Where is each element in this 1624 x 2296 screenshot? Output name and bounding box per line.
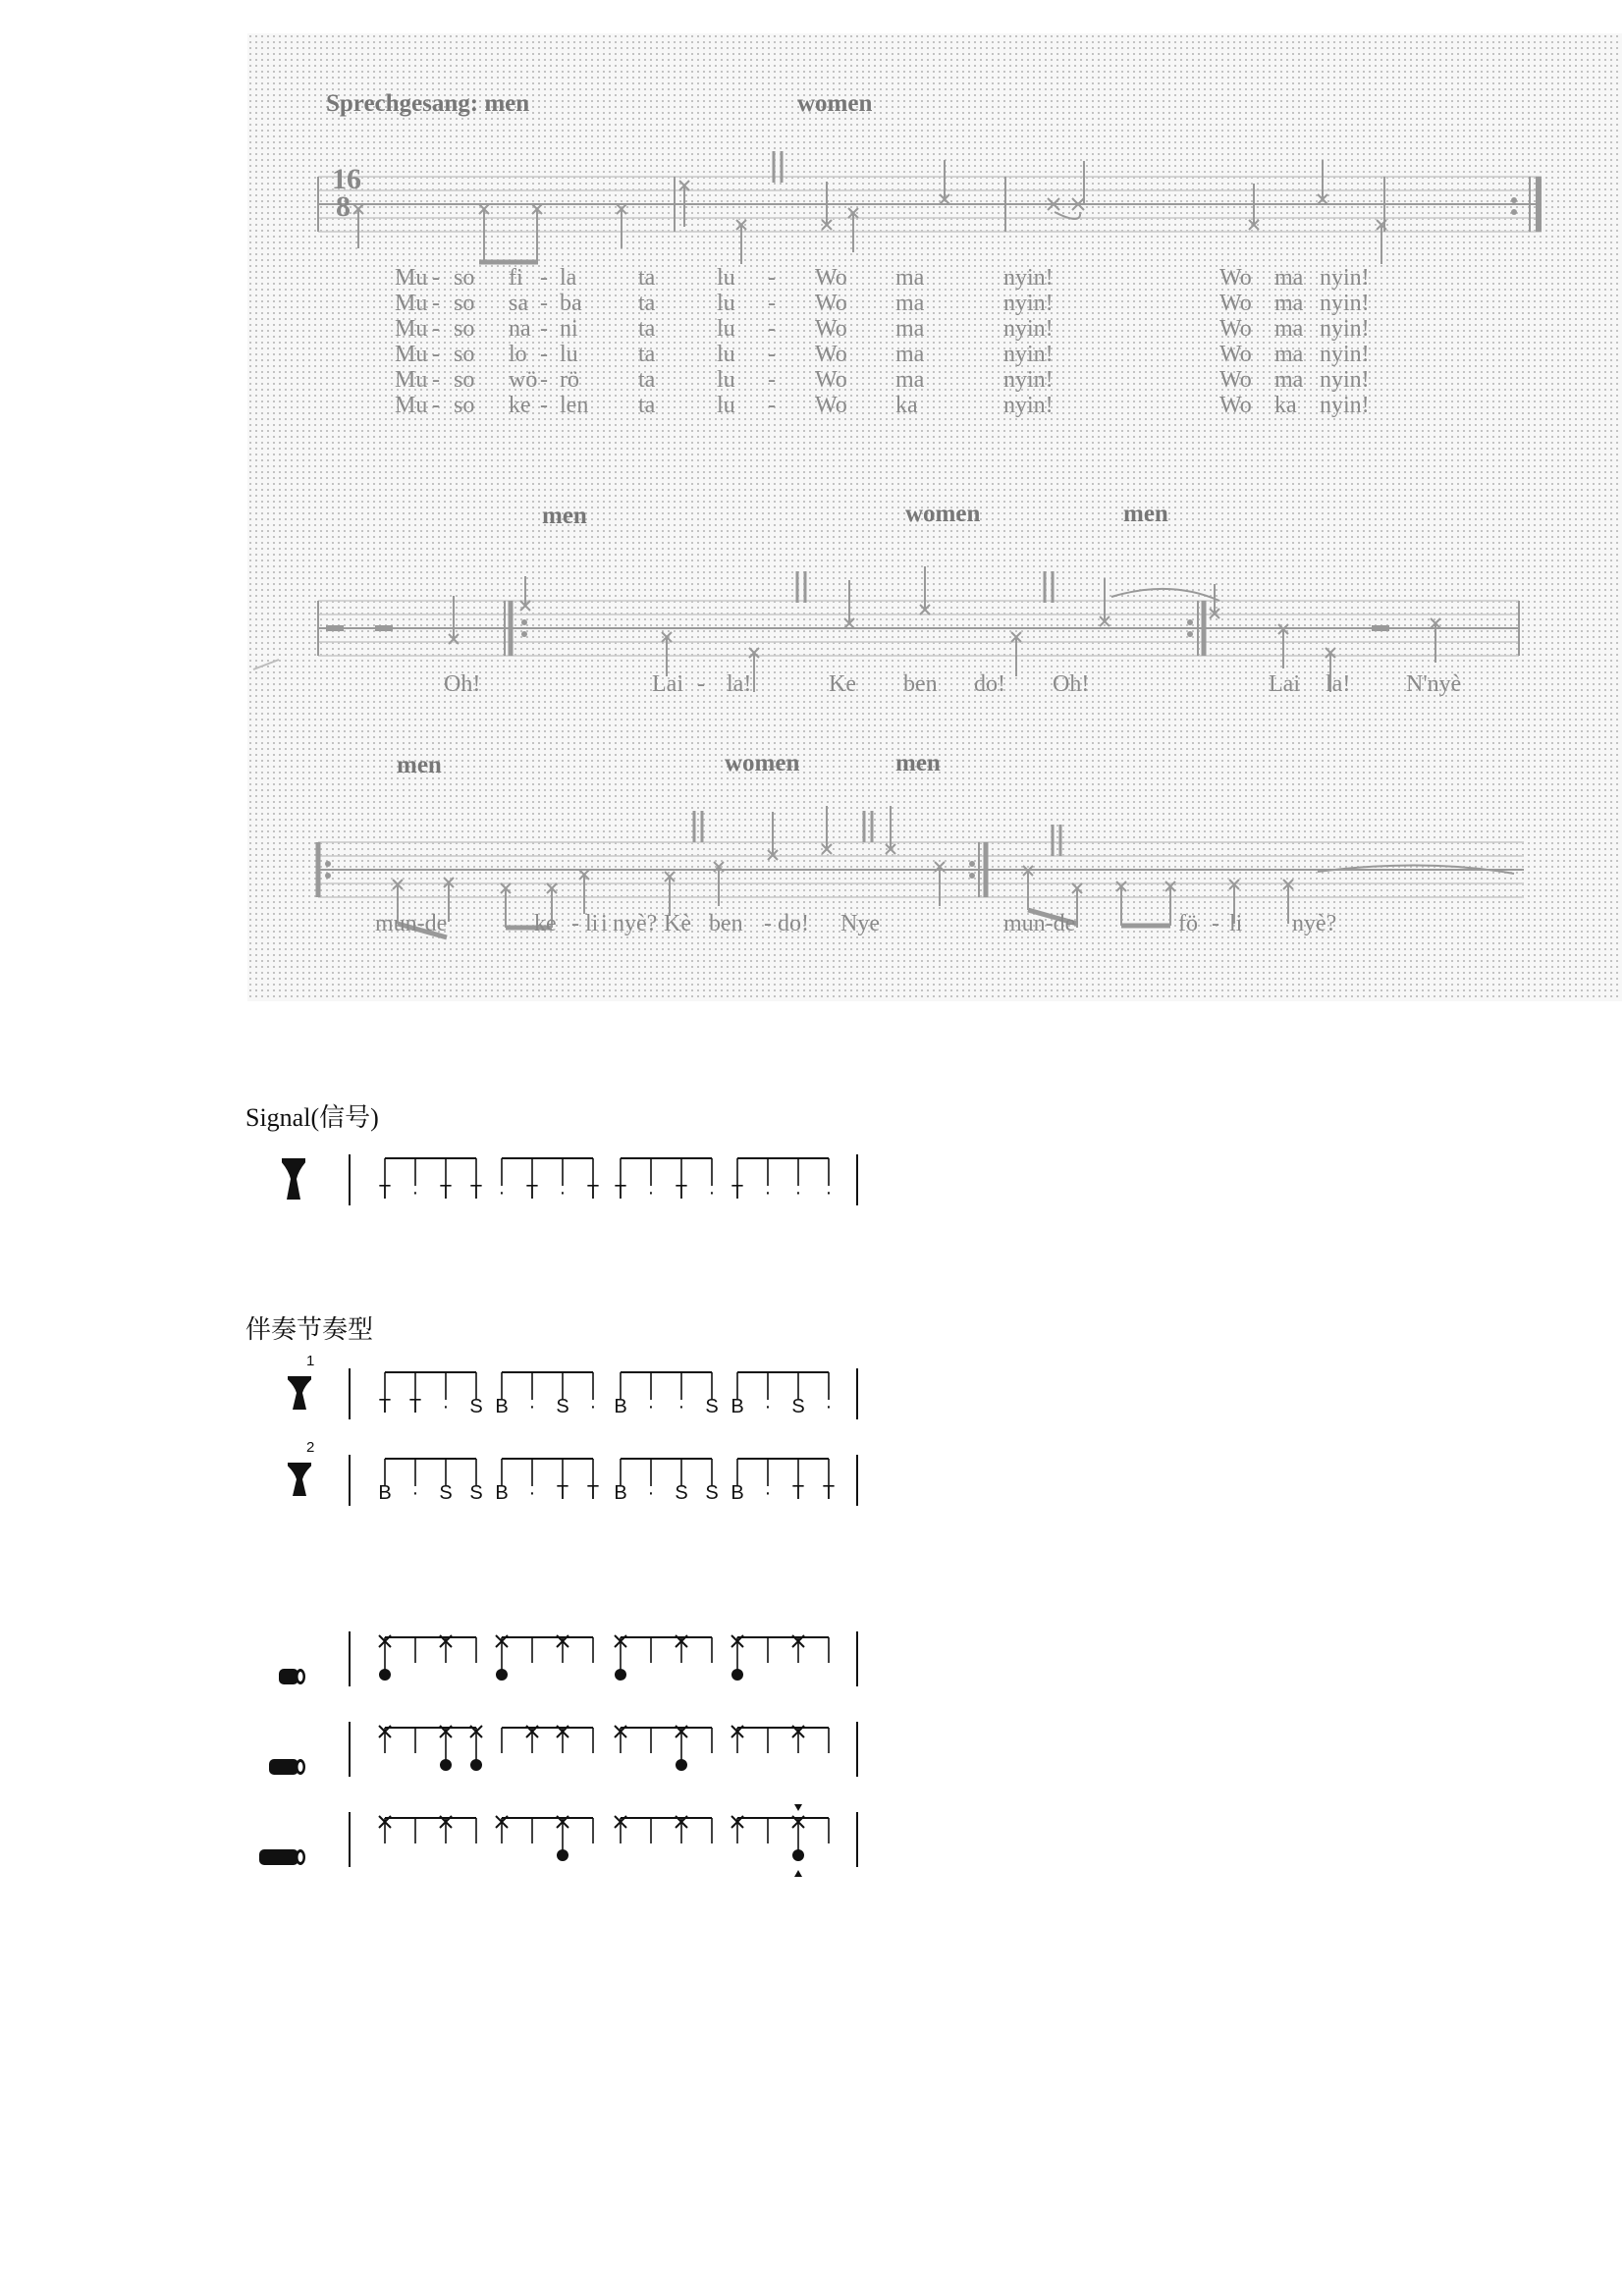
verse-syllable: Wo <box>815 291 847 316</box>
accompaniment-heading: 伴奏节奏型 <box>245 1315 374 1344</box>
stroke-symbol: B <box>614 1396 627 1417</box>
dunun-row-3 <box>0 1802 1624 1881</box>
stroke-symbol: · <box>559 1182 567 1203</box>
lyric-syllable: ben <box>903 671 938 697</box>
lyric-syllable: Oh! <box>1053 671 1090 697</box>
stroke-symbol: · <box>411 1182 419 1203</box>
lyric-syllable: ben <box>709 911 743 936</box>
stroke-symbol: · <box>764 1396 772 1417</box>
drum-stroke <box>470 1759 482 1771</box>
verse-syllable: - <box>432 265 440 291</box>
verse-syllable: ma <box>1274 291 1304 316</box>
lyric-syllable: li <box>1229 911 1243 936</box>
lyric-syllable: N'nyè <box>1406 671 1462 697</box>
drum-stroke <box>440 1759 452 1771</box>
verse-syllable: la <box>560 265 577 291</box>
verse-syllable: Mu <box>395 265 428 291</box>
stroke-symbol: · <box>825 1182 833 1203</box>
verse-syllable: ka <box>895 393 918 418</box>
lyric-syllable: - <box>697 671 705 697</box>
stroke-symbol: · <box>647 1396 655 1417</box>
verse-syllable: so <box>454 342 475 367</box>
verse-syllable: ma <box>895 342 925 367</box>
stroke-symbol: T <box>675 1182 688 1203</box>
accent-mark <box>794 1870 802 1877</box>
verse-syllable: so <box>454 265 475 291</box>
stroke-symbol: B <box>495 1396 509 1417</box>
verse-syllable: nyin! <box>1320 265 1370 291</box>
verse-syllable: Wo <box>1219 316 1252 342</box>
verse-syllable: ma <box>895 367 925 393</box>
verse-syllable: fi <box>509 265 523 291</box>
stroke-symbol: · <box>528 1482 536 1504</box>
verse-syllable: lu <box>717 367 735 393</box>
verse-syllable: Mu <box>395 367 428 393</box>
stroke-symbol: · <box>764 1182 772 1203</box>
vocal-score <box>247 33 1622 1001</box>
lyric-syllable: li <box>585 911 599 936</box>
stroke-symbol: B <box>614 1482 627 1504</box>
verse-syllable: Mu <box>395 342 428 367</box>
lyric-syllable: Kè <box>664 911 691 936</box>
stroke-symbol: T <box>378 1182 392 1203</box>
verse-syllable: - <box>432 291 440 316</box>
verse-syllable: nyin! <box>1320 316 1370 342</box>
drum-stroke <box>379 1669 391 1681</box>
stroke-symbol: T <box>378 1396 392 1417</box>
verse-syllable: Wo <box>1219 265 1252 291</box>
part-number: 1 <box>306 1353 315 1369</box>
stroke-symbol: T <box>439 1182 453 1203</box>
verse-syllable: Wo <box>1219 291 1252 316</box>
verse-syllable: Mu <box>395 316 428 342</box>
lyric-syllable: mun-de <box>375 911 448 936</box>
verse-syllable: ke <box>509 393 531 418</box>
verse-syllable: - <box>432 393 440 418</box>
stroke-symbol: · <box>647 1482 655 1504</box>
verse-syllable: ma <box>1274 342 1304 367</box>
verse-syllable: rö <box>560 367 579 393</box>
drum-stroke <box>557 1849 568 1861</box>
lyric-syllable: la! <box>1326 671 1351 697</box>
verse-syllable: - <box>540 316 548 342</box>
stroke-symbol: T <box>791 1482 805 1504</box>
stroke-symbol: · <box>528 1396 536 1417</box>
voice-label: women <box>725 750 800 776</box>
stroke-symbol: T <box>731 1182 744 1203</box>
verse-syllable: ma <box>1274 367 1304 393</box>
lyric-syllable: do! <box>974 671 1005 697</box>
stroke-symbol: · <box>498 1182 506 1203</box>
stroke-symbol: · <box>677 1396 685 1417</box>
stroke-symbol: S <box>705 1396 719 1417</box>
lyric-syllable: Nye <box>840 911 880 936</box>
verse-syllable: ba <box>560 291 582 316</box>
verse-syllable: nyin! <box>1320 367 1370 393</box>
stroke-symbol: T <box>525 1182 539 1203</box>
verse-syllable: lu <box>717 265 735 291</box>
verse-syllable: wö <box>509 367 538 393</box>
voice-label: women <box>797 90 873 117</box>
verse-syllable: - <box>432 342 440 367</box>
voice-label: men <box>895 750 941 776</box>
stroke-symbol: T <box>408 1396 422 1417</box>
verse-syllable: nyin! <box>1003 367 1054 393</box>
kenkeni-icon <box>279 1669 305 1684</box>
verse-syllable: nyin! <box>1003 291 1054 316</box>
stroke-symbol: · <box>411 1482 419 1504</box>
verse-syllable: Wo <box>815 316 847 342</box>
voice-label: women <box>905 501 981 527</box>
accompaniment-2-bars <box>0 1451 1624 1508</box>
verse-syllable: ta <box>638 316 656 342</box>
voice-label: men <box>1123 501 1168 527</box>
stroke-symbol: · <box>589 1396 597 1417</box>
verse-syllable: len <box>560 393 589 418</box>
stroke-symbol: · <box>442 1396 450 1417</box>
verse-syllable: ma <box>1274 265 1304 291</box>
drum-stroke <box>615 1669 626 1681</box>
stroke-symbol: B <box>378 1482 392 1504</box>
verse-syllable: Wo <box>1219 367 1252 393</box>
verse-syllable: - <box>432 316 440 342</box>
stroke-symbol: S <box>556 1396 569 1417</box>
voice-label: men <box>397 752 442 778</box>
lyric-syllable: nyè? <box>1292 911 1337 936</box>
verse-syllable: lo <box>509 342 527 367</box>
verse-syllable: - <box>768 342 776 367</box>
lyric-syllable: i <box>601 911 608 936</box>
verse-syllable: ta <box>638 367 656 393</box>
stroke-symbol: T <box>586 1482 600 1504</box>
verse-syllable: nyin! <box>1320 393 1370 418</box>
stroke-symbol: S <box>469 1396 483 1417</box>
lyric-syllable: nyè? <box>613 911 658 936</box>
stroke-symbol: · <box>764 1482 772 1504</box>
stroke-symbol: S <box>675 1482 688 1504</box>
verse-syllable: ta <box>638 265 656 291</box>
stroke-symbol: T <box>586 1182 600 1203</box>
drum-stroke <box>496 1669 508 1681</box>
verse-syllable: so <box>454 367 475 393</box>
part-number: 2 <box>306 1439 315 1456</box>
verse-syllable: nyin! <box>1320 291 1370 316</box>
lyric-syllable: - <box>1212 911 1219 936</box>
verse-syllable: - <box>540 342 548 367</box>
verse-syllable: na <box>509 316 531 342</box>
verse-syllable: so <box>454 316 475 342</box>
sangban-icon <box>269 1759 305 1775</box>
signal-bars <box>0 1150 1624 1207</box>
verse-syllable: - <box>768 393 776 418</box>
verse-syllable: ni <box>560 316 578 342</box>
stroke-symbol: S <box>705 1482 719 1504</box>
verse-syllable: so <box>454 393 475 418</box>
verse-syllable: ma <box>1274 316 1304 342</box>
verse-syllable: - <box>768 367 776 393</box>
verse-syllable: Wo <box>1219 393 1252 418</box>
svg-text:8: 8 <box>336 190 351 223</box>
verse-syllable: nyin! <box>1003 265 1054 291</box>
accompaniment-1-bars <box>0 1364 1624 1421</box>
stroke-symbol: T <box>469 1182 483 1203</box>
verse-syllable: Wo <box>815 265 847 291</box>
verse-syllable: ma <box>895 265 925 291</box>
verse-syllable: ka <box>1274 393 1297 418</box>
verse-syllable: lu <box>717 316 735 342</box>
signal-heading: Signal(信号) <box>245 1103 379 1132</box>
verse-syllable: ma <box>895 316 925 342</box>
svg-text:16: 16 <box>332 163 361 195</box>
verse-syllable: Mu <box>395 291 428 316</box>
voice-label: men <box>542 503 587 529</box>
lyric-syllable: mun-de <box>1003 911 1076 936</box>
verse-syllable: lu <box>717 291 735 316</box>
verse-syllable: lu <box>717 342 735 367</box>
lyric-syllable: Lai <box>652 671 683 697</box>
verse-syllable: nyin! <box>1003 342 1054 367</box>
stroke-symbol: · <box>825 1396 833 1417</box>
verse-syllable: lu <box>560 342 578 367</box>
verse-syllable: - <box>768 291 776 316</box>
stroke-symbol: B <box>731 1482 744 1504</box>
verse-syllable: nyin! <box>1003 316 1054 342</box>
stroke-symbol: T <box>822 1482 836 1504</box>
lyric-syllable: Oh! <box>444 671 481 697</box>
stroke-symbol: S <box>469 1482 483 1504</box>
dunun-row-2 <box>0 1712 1624 1790</box>
verse-syllable: - <box>432 367 440 393</box>
verse-syllable: - <box>540 265 548 291</box>
verse-syllable: sa <box>509 291 528 316</box>
drum-stroke <box>731 1669 743 1681</box>
verse-syllable: - <box>768 316 776 342</box>
stroke-symbol: · <box>794 1182 802 1203</box>
verse-syllable: nyin! <box>1003 393 1054 418</box>
lyric-syllable: fö <box>1178 911 1198 936</box>
verse-syllable: - <box>540 291 548 316</box>
stroke-symbol: S <box>439 1482 453 1504</box>
verse-syllable: Wo <box>1219 342 1252 367</box>
lyric-syllable: - <box>571 911 579 936</box>
verse-syllable: ta <box>638 393 656 418</box>
verse-syllable: ta <box>638 342 656 367</box>
stroke-symbol: · <box>708 1182 716 1203</box>
lyric-syllable: la! <box>727 671 752 697</box>
verse-syllable: Wo <box>815 342 847 367</box>
lyric-syllable: Ke <box>829 671 856 697</box>
stroke-symbol: T <box>614 1182 627 1203</box>
drum-stroke <box>792 1849 804 1861</box>
verse-syllable: so <box>454 291 475 316</box>
lyric-syllable: do! <box>778 911 809 936</box>
stroke-symbol: · <box>647 1182 655 1203</box>
dundunba-icon <box>259 1849 305 1865</box>
verse-syllable: - <box>540 367 548 393</box>
verse-syllable: Wo <box>815 367 847 393</box>
stroke-symbol: T <box>556 1482 569 1504</box>
voice-label: Sprechgesang: men <box>326 90 530 117</box>
verse-syllable: - <box>540 393 548 418</box>
verse-syllable: nyin! <box>1320 342 1370 367</box>
stroke-symbol: B <box>495 1482 509 1504</box>
verse-syllable: Mu <box>395 393 428 418</box>
lyric-syllable: ke <box>534 911 557 936</box>
drum-stroke <box>676 1759 687 1771</box>
lyric-syllable: Lai <box>1269 671 1300 697</box>
verse-syllable: ma <box>895 291 925 316</box>
verse-syllable: lu <box>717 393 735 418</box>
lyric-syllable: - <box>764 911 772 936</box>
verse-syllable: - <box>768 265 776 291</box>
stroke-symbol: B <box>731 1396 744 1417</box>
accent-mark <box>794 1804 802 1811</box>
verse-syllable: Wo <box>815 393 847 418</box>
dunun-row-1 <box>0 1622 1624 1700</box>
stroke-symbol: S <box>791 1396 805 1417</box>
verse-syllable: ta <box>638 291 656 316</box>
